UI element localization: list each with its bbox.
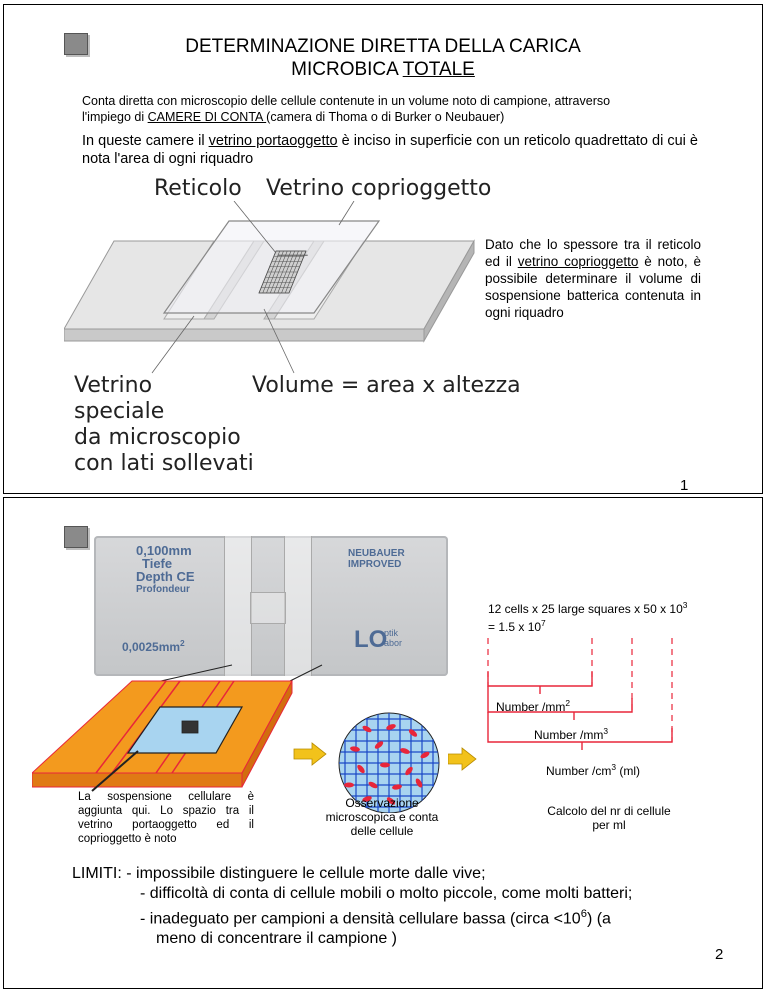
neubauer-chamber-photo xyxy=(94,536,448,676)
page-number-1: 1 xyxy=(680,477,689,494)
label-number-cm3: Number $/cm^3$ (ml) xyxy=(546,762,641,778)
side-explanation-text: Dato che lo spessore tra il reticolo ed il vetrino coprioggetto è noto, è possibile determinare il volume di sospensione batterica contenuta in ogni riquadro xyxy=(485,237,701,320)
cell-dot xyxy=(380,763,390,768)
arrow-right-icon-2 xyxy=(448,744,478,774)
depth-label: 0,100mm Tiefe Depth CE Profondeur xyxy=(136,543,195,595)
arrow-right-icon-1 xyxy=(294,743,326,765)
slide-1 xyxy=(3,4,763,494)
label-volume-formula: Volume = area x altezza xyxy=(252,373,521,398)
caption-suspension: La sospensione cellulare è aggiunta qui. Lo spazio tra il vetrino portaoggetto ed il coprioggetto è noto xyxy=(78,791,254,845)
page-number-2: 2 xyxy=(715,946,724,963)
cell-dot xyxy=(344,783,354,788)
optik-logo: LO ptik abor xyxy=(354,626,403,653)
title-line-1: DETERMINAZIONE DIRETTA DELLA CARICA xyxy=(185,36,581,57)
counting-chamber-diagram xyxy=(64,201,484,376)
label-vetrino-speciale: Vetrino speciale da microscopio con lati sollevati xyxy=(74,373,254,476)
caption-observation: Osservazione microscopica e conta delle cellule xyxy=(325,796,439,838)
limits-section: LIMITI: - impossibile distinguere le cellule morte dalle vive; - difficoltà di conta di cellule mobili o molto piccole, come molti batteri; - inadeguato per campioni a densità cellulare bassa (circa $<10^6$) (a meno di concentrare il campione ) xyxy=(72,865,633,948)
label-number-mm2: Number $/mm^2$ xyxy=(496,698,571,714)
area-label: $0,0025mm^2$ xyxy=(122,638,185,654)
slide-2 xyxy=(3,497,763,989)
calc-formula: 12 cells x 25 large squares x 50 x $10^3$ = 1.5 x $10^7$ xyxy=(488,600,688,634)
caption-calculation: Calcolo del nr di cellule per ml xyxy=(547,804,671,832)
slide-1-title xyxy=(4,35,762,81)
title-line-2: MICROBICA TOTALE xyxy=(291,59,475,80)
title-underlined-word: TOTALE xyxy=(402,59,475,80)
label-reticolo: Reticolo xyxy=(154,176,242,201)
reticle-paragraph: In queste camere il vetrino portaoggetto è inciso in superficie con un reticolo quadrettato di cui è nota l'area di ogni riquadro xyxy=(82,133,698,167)
label-number-mm3: Number $/mm^3$ xyxy=(534,726,609,742)
bullet-square-icon xyxy=(64,526,88,548)
brand-label: NEUBAUER IMPROVED xyxy=(348,548,405,570)
limits-label: LIMITI: xyxy=(72,865,122,882)
label-vetrino-coprioggetto: Vetrino coprioggetto xyxy=(266,176,492,201)
intro-text: Conta diretta con microscopio delle cellule contenute in un volume noto di campione, attraverso l'impiego di CAMERE DI CONTA (camera di Thoma o di Burker o Neubauer) xyxy=(82,94,611,124)
